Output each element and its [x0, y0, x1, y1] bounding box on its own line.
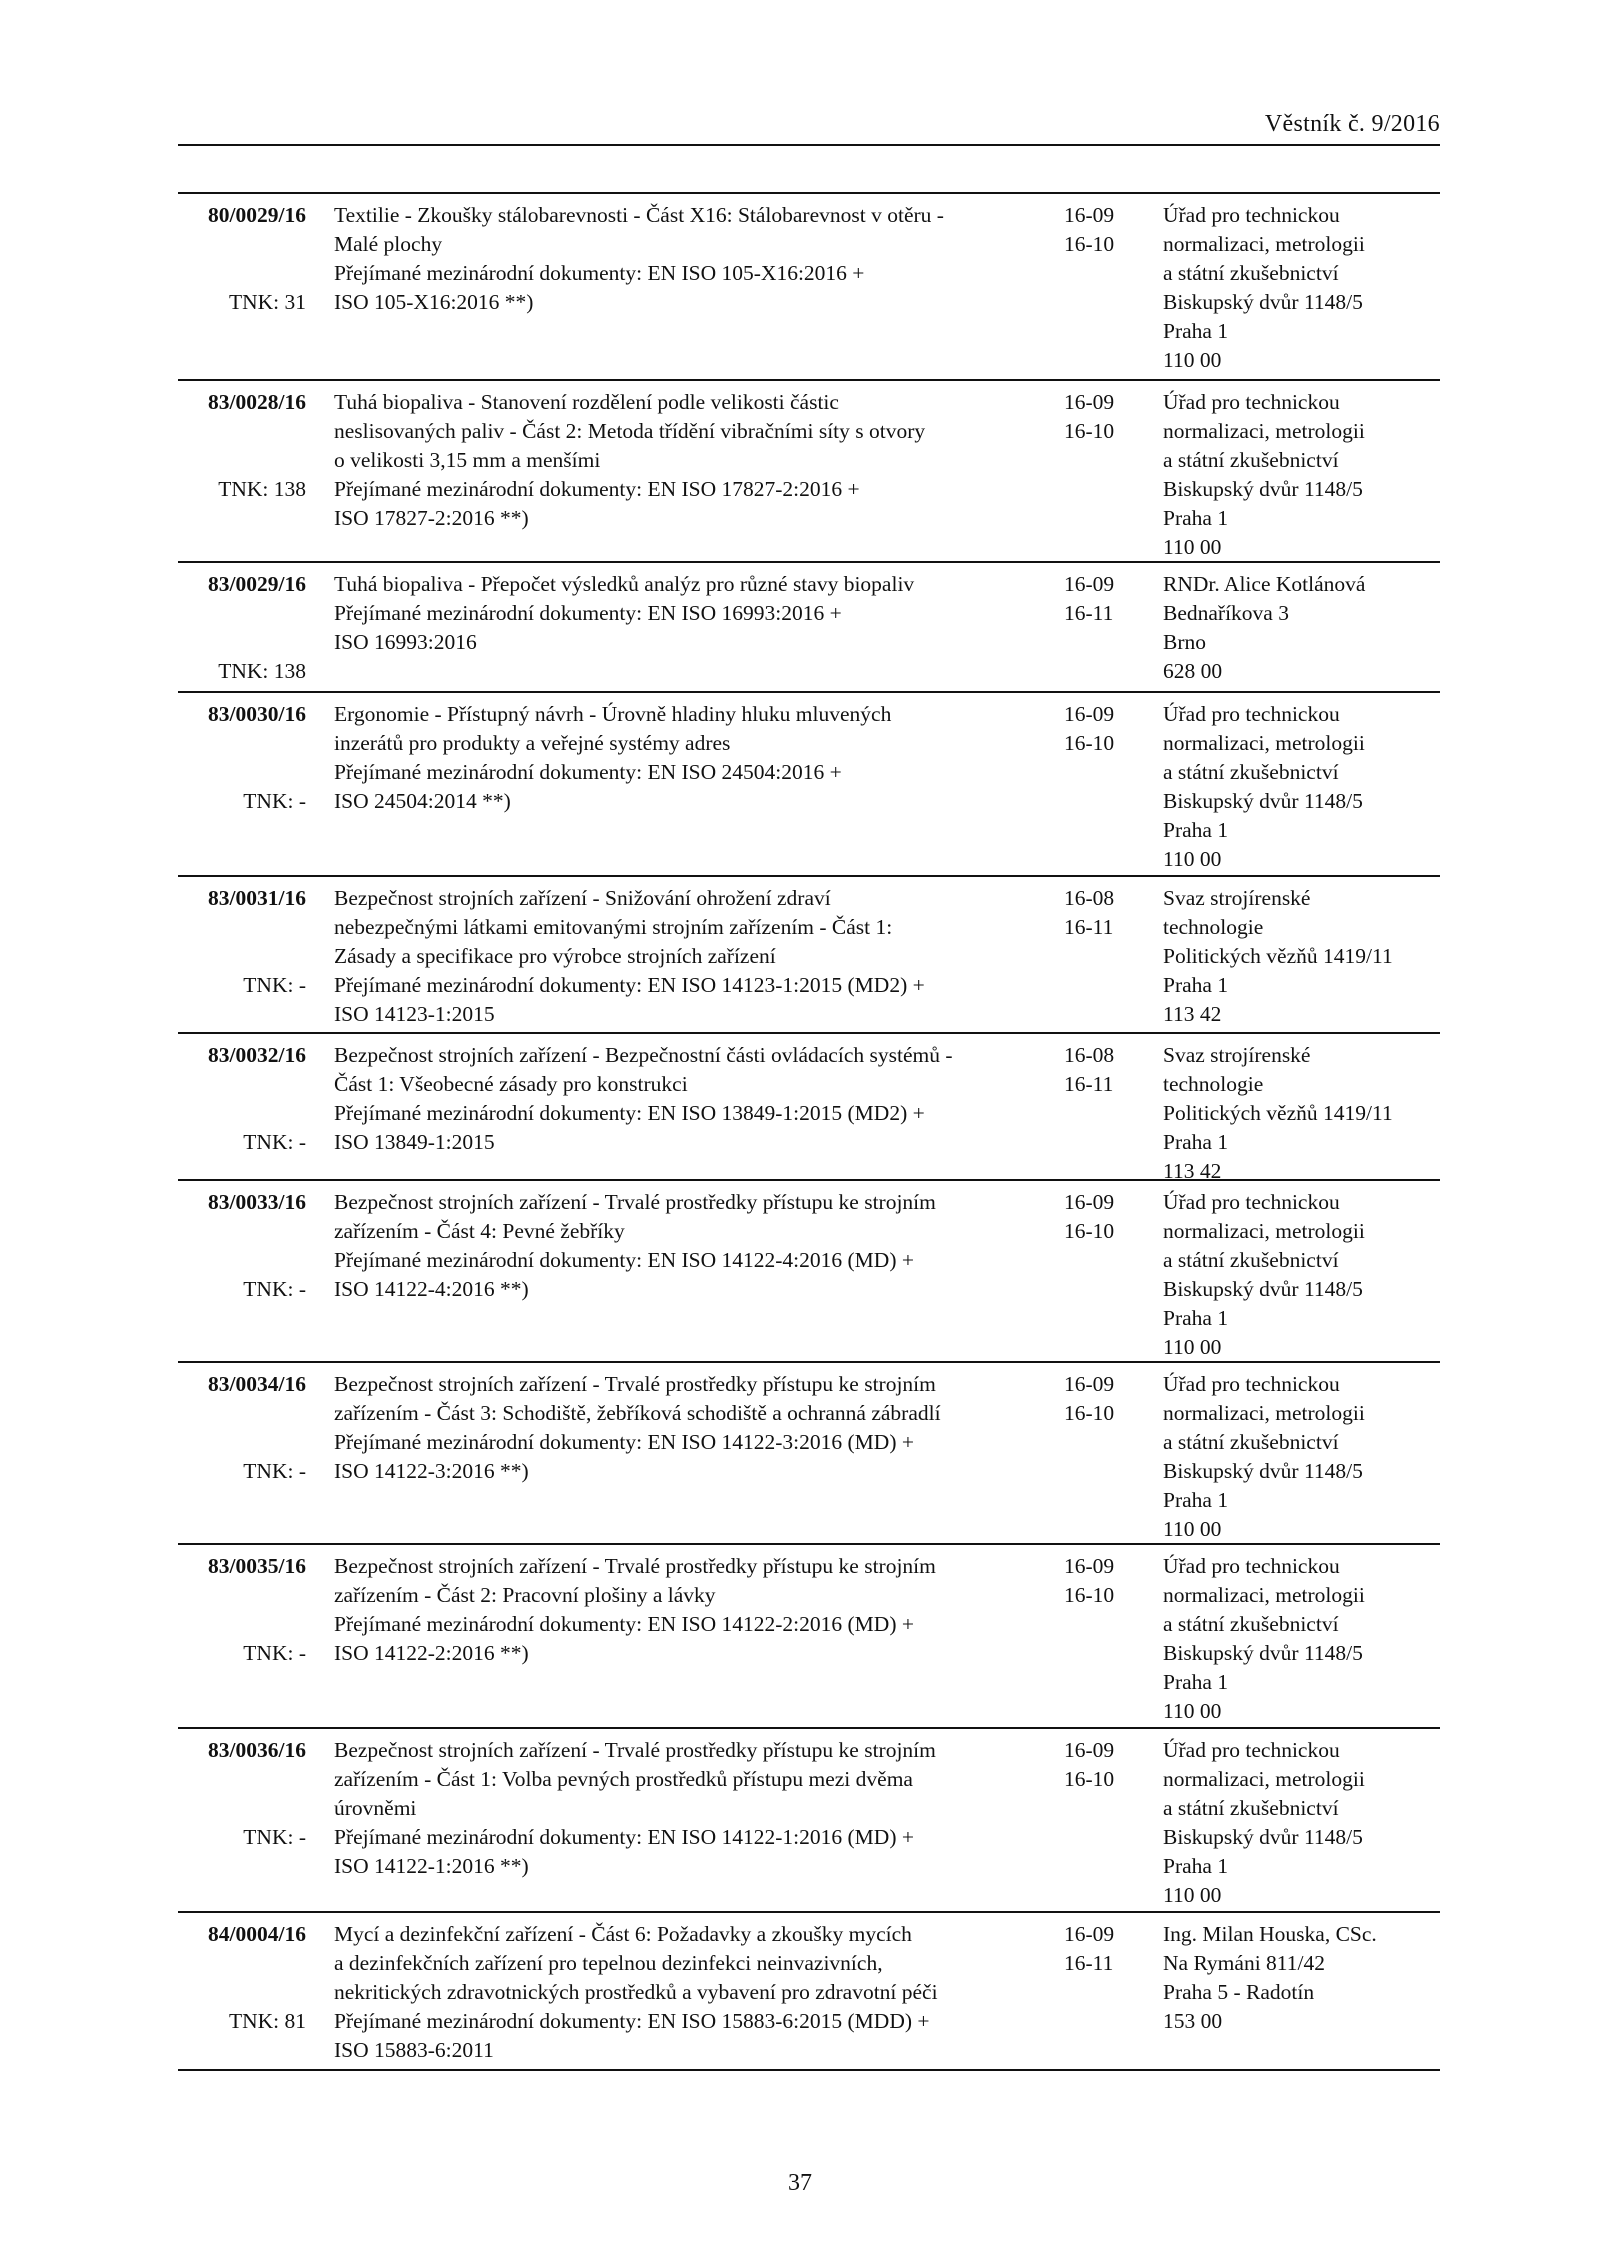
tnk-label: TNK: 81: [228, 2009, 306, 2033]
standard-description-line: ISO 24504:2014 **): [334, 789, 511, 813]
standard-description-line: Přejímané mezinárodní dokumenty: EN ISO 17827-2:2016 +: [334, 477, 860, 501]
standard-number: 83/0035/16: [208, 1554, 306, 1578]
processor-address-line: normalizaci, metrologii: [1163, 1219, 1365, 1243]
standard-description-line: ISO 16993:2016: [334, 630, 477, 654]
processor-address-line: Politických vězňů 1419/11: [1163, 1101, 1393, 1125]
processor-address-line: Praha 5 - Radotín: [1163, 1980, 1315, 2004]
processor-address-line: Úřad pro technickou: [1163, 203, 1340, 227]
standard-entry: [178, 1034, 1440, 1181]
dates: [1064, 1552, 1144, 1610]
standard-number: 83/0032/16: [208, 1043, 306, 1067]
standard-description-line: Bezpečnost strojních zařízení - Trvalé prostředky přístupu ke strojním: [334, 1372, 936, 1396]
standard-description-line: Přejímané mezinárodní dokumenty: EN ISO 14122-3:2016 (MD) +: [334, 1430, 914, 1454]
processor-address-line: Úřad pro technickou: [1163, 390, 1340, 414]
standard-entry: [178, 563, 1440, 693]
tnk-label: TNK: -: [243, 1277, 306, 1301]
processor-address-line: Bednaříkova 3: [1163, 601, 1289, 625]
processor-address: [1163, 388, 1453, 562]
dates-line: 16-08: [1064, 886, 1115, 910]
processor-address-line: Svaz strojírenské: [1163, 886, 1311, 910]
standard-description-line: zařízením - Část 3: Schodiště, žebříková schodiště a ochranná zábradlí: [334, 1401, 941, 1425]
standard-description-line: ISO 13849-1:2015: [334, 1130, 495, 1154]
tnk-label: TNK: 138: [218, 659, 306, 683]
standard-description-line: ISO 14122-3:2016 **): [334, 1459, 529, 1483]
processor-address-line: a státní zkušebnictví: [1163, 760, 1339, 784]
processor-address-line: 110 00: [1163, 348, 1222, 372]
dates: [1064, 570, 1144, 628]
tnk-label: TNK: 138: [218, 477, 306, 501]
dates-line: 16-09: [1064, 390, 1115, 414]
standard-entry: [178, 1729, 1440, 1913]
processor-address-line: a státní zkušebnictví: [1163, 1612, 1339, 1636]
processor-address-line: a státní zkušebnictví: [1163, 1248, 1339, 1272]
dates-line: 16-10: [1064, 232, 1115, 256]
standard-description-line: Přejímané mezinárodní dokumenty: EN ISO 13849-1:2015 (MD2) +: [334, 1101, 925, 1125]
dates: [1064, 1920, 1144, 1978]
dates: [1064, 1041, 1144, 1099]
standard-entry: [178, 381, 1440, 563]
dates-line: 16-11: [1064, 1072, 1114, 1096]
dates-line: 16-09: [1064, 1190, 1115, 1214]
dates-line: 16-09: [1064, 572, 1115, 596]
standard-description-line: Textilie - Zkoušky stálobarevnosti - Část X16: Stálobarevnost v otěru -: [334, 203, 944, 227]
processor-address-line: Praha 1: [1163, 506, 1229, 530]
standard-description-line: Přejímané mezinárodní dokumenty: EN ISO 24504:2016 +: [334, 760, 842, 784]
standard-description-line: zařízením - Část 1: Volba pevných prostředků přístupu mezi dvěma: [334, 1767, 913, 1791]
standard-description-line: ISO 14122-1:2016 **): [334, 1854, 529, 1878]
standard-description-line: Bezpečnost strojních zařízení - Snižování ohrožení zdraví: [334, 886, 831, 910]
standard-description-line: Přejímané mezinárodní dokumenty: EN ISO 14122-1:2016 (MD) +: [334, 1825, 914, 1849]
standard-number: 83/0031/16: [208, 886, 306, 910]
standard-description-line: Část 1: Všeobecné zásady pro konstrukci: [334, 1072, 688, 1096]
standard-description-line: Přejímané mezinárodní dokumenty: EN ISO 16993:2016 +: [334, 601, 842, 625]
standard-description-line: ISO 14122-4:2016 **): [334, 1277, 529, 1301]
processor-address-line: Praha 1: [1163, 1130, 1229, 1154]
tnk-label: TNK: -: [243, 1459, 306, 1483]
processor-address: [1163, 1552, 1453, 1726]
standard-number: 84/0004/16: [208, 1922, 306, 1946]
standard-entry: [178, 1181, 1440, 1363]
processor-address-line: 113 42: [1163, 1159, 1222, 1183]
processor-address-line: Praha 1: [1163, 973, 1229, 997]
standard-description-line: Malé plochy: [334, 232, 443, 256]
standard-description-line: ISO 17827-2:2016 **): [334, 506, 529, 530]
processor-address-line: Biskupský dvůr 1148/5: [1163, 1277, 1363, 1301]
standard-description-line: Zásady a specifikace pro výrobce strojních zařízení: [334, 944, 776, 968]
dates: [1064, 201, 1144, 259]
tnk-label: TNK: -: [243, 1825, 306, 1849]
tnk-label: TNK: -: [243, 1641, 306, 1665]
processor-address-line: normalizaci, metrologii: [1163, 731, 1365, 755]
standard-description-line: ISO 14123-1:2015: [334, 1002, 495, 1026]
standard-description-line: Bezpečnost strojních zařízení - Trvalé prostředky přístupu ke strojním: [334, 1554, 936, 1578]
processor-address-line: Úřad pro technickou: [1163, 702, 1340, 726]
dates-line: 16-10: [1064, 1401, 1115, 1425]
dates: [1064, 1188, 1144, 1246]
dates: [1064, 1736, 1144, 1794]
processor-address-line: Praha 1: [1163, 1306, 1229, 1330]
standard-description-line: zařízením - Část 2: Pracovní plošiny a lávky: [334, 1583, 716, 1607]
processor-address-line: a státní zkušebnictví: [1163, 261, 1339, 285]
processor-address-line: Brno: [1163, 630, 1206, 654]
processor-address-line: 110 00: [1163, 535, 1222, 559]
standard-description-line: Bezpečnost strojních zařízení - Trvalé prostředky přístupu ke strojním: [334, 1190, 936, 1214]
tnk-label: TNK: -: [243, 973, 306, 997]
standard-description-line: Mycí a dezinfekční zařízení - Část 6: Požadavky a zkoušky mycích: [334, 1922, 912, 1946]
dates-line: 16-10: [1064, 731, 1115, 755]
standard-description-line: Ergonomie - Přístupný návrh - Úrovně hladiny hluku mluvených: [334, 702, 892, 726]
processor-address-line: normalizaci, metrologii: [1163, 1401, 1365, 1425]
standard-description-line: nekritických zdravotnických prostředků a vybavení pro zdravotní péči: [334, 1980, 938, 2004]
processor-address-line: Praha 1: [1163, 1670, 1229, 1694]
processor-address: [1163, 884, 1453, 1029]
standard-description-line: Tuhá biopaliva - Přepočet výsledků analýz pro různé stavy biopaliv: [334, 572, 915, 596]
standard-entry: [178, 877, 1440, 1034]
standard-entry: [178, 693, 1440, 877]
processor-address-line: a státní zkušebnictví: [1163, 1796, 1339, 1820]
standard-number: 83/0036/16: [208, 1738, 306, 1762]
processor-address-line: normalizaci, metrologii: [1163, 232, 1365, 256]
standard-description-line: ISO 15883-6:2011: [334, 2038, 494, 2062]
standard-number: 83/0030/16: [208, 702, 306, 726]
dates: [1064, 1370, 1144, 1428]
dates-line: 16-11: [1064, 1951, 1114, 1975]
standard-description-line: Přejímané mezinárodní dokumenty: EN ISO 105-X16:2016 +: [334, 261, 865, 285]
processor-address-line: Praha 1: [1163, 1488, 1229, 1512]
processor-address-line: Biskupský dvůr 1148/5: [1163, 1459, 1363, 1483]
page-number: 37: [788, 2170, 812, 2196]
processor-address-line: 110 00: [1163, 1699, 1222, 1723]
processor-address-line: Biskupský dvůr 1148/5: [1163, 477, 1363, 501]
tnk-label: TNK: 31: [228, 290, 306, 314]
processor-address-line: Politických vězňů 1419/11: [1163, 944, 1393, 968]
dates-line: 16-09: [1064, 1372, 1115, 1396]
processor-address-line: technologie: [1163, 915, 1264, 939]
standard-description-line: Tuhá biopaliva - Stanovení rozdělení podle velikosti částic: [334, 390, 839, 414]
standard-description-line: úrovněmi: [334, 1796, 417, 1820]
standard-description-line: inzerátů pro produkty a veřejné systémy adres: [334, 731, 731, 755]
processor-address-line: 110 00: [1163, 1335, 1222, 1359]
processor-address-line: 110 00: [1163, 1883, 1222, 1907]
standard-description-line: ISO 105-X16:2016 **): [334, 290, 534, 314]
standard-description-line: Bezpečnost strojních zařízení - Trvalé prostředky přístupu ke strojním: [334, 1738, 936, 1762]
dates-line: 16-08: [1064, 1043, 1115, 1067]
standard-description-line: neslisovaných paliv - Část 2: Metoda třídění vibračními síty s otvory: [334, 419, 926, 443]
processor-address-line: a státní zkušebnictví: [1163, 448, 1339, 472]
standard-description-line: ISO 14122-2:2016 **): [334, 1641, 529, 1665]
processor-address: [1163, 570, 1453, 686]
processor-address-line: 110 00: [1163, 1517, 1222, 1541]
dates-line: 16-10: [1064, 1583, 1115, 1607]
standard-description-line: nebezpečnými látkami emitovanými strojním zařízením - Část 1:: [334, 915, 893, 939]
processor-address-line: Praha 1: [1163, 1854, 1229, 1878]
processor-address-line: 110 00: [1163, 847, 1222, 871]
processor-address-line: Na Rymáni 811/42: [1163, 1951, 1325, 1975]
standard-entry: [178, 194, 1440, 381]
processor-address-line: Biskupský dvůr 1148/5: [1163, 1825, 1363, 1849]
processor-address-line: Úřad pro technickou: [1163, 1190, 1340, 1214]
processor-address-line: normalizaci, metrologii: [1163, 419, 1365, 443]
processor-address-line: RNDr. Alice Kotlánová: [1163, 572, 1366, 596]
standard-description-line: Přejímané mezinárodní dokumenty: EN ISO 15883-6:2015 (MDD) +: [334, 2009, 930, 2033]
processor-address-line: Praha 1: [1163, 818, 1229, 842]
standard-description-line: Přejímané mezinárodní dokumenty: EN ISO 14122-2:2016 (MD) +: [334, 1612, 914, 1636]
dates: [1064, 700, 1144, 758]
processor-address-line: Biskupský dvůr 1148/5: [1163, 1641, 1363, 1665]
processor-address-line: 113 42: [1163, 1002, 1222, 1026]
processor-address-line: Ing. Milan Houska, CSc.: [1163, 1922, 1377, 1946]
standard-description-line: zařízením - Část 4: Pevné žebříky: [334, 1219, 625, 1243]
processor-address-line: normalizaci, metrologii: [1163, 1583, 1365, 1607]
processor-address-line: Úřad pro technickou: [1163, 1738, 1340, 1762]
dates: [1064, 884, 1144, 942]
tnk-label: TNK: -: [243, 1130, 306, 1154]
dates-line: 16-11: [1064, 915, 1114, 939]
standard-number: 83/0029/16: [208, 572, 306, 596]
processor-address: [1163, 1041, 1453, 1186]
dates: [1064, 388, 1144, 446]
processor-address-line: Úřad pro technickou: [1163, 1372, 1340, 1396]
standard-entry: [178, 1363, 1440, 1545]
dates-line: 16-09: [1064, 203, 1115, 227]
dates-line: 16-11: [1064, 601, 1114, 625]
dates-line: 16-09: [1064, 1738, 1115, 1762]
dates-line: 16-10: [1064, 1219, 1115, 1243]
processor-address: [1163, 201, 1453, 375]
standard-number: 83/0028/16: [208, 390, 306, 414]
processor-address: [1163, 1188, 1453, 1362]
standard-description-line: Přejímané mezinárodní dokumenty: EN ISO 14122-4:2016 (MD) +: [334, 1248, 914, 1272]
processor-address-line: 153 00: [1163, 2009, 1223, 2033]
standard-description-line: o velikosti 3,15 mm a menšími: [334, 448, 601, 472]
processor-address-line: technologie: [1163, 1072, 1264, 1096]
standard-description-line: Bezpečnost strojních zařízení - Bezpečnostní části ovládacích systémů -: [334, 1043, 953, 1067]
processor-address-line: 628 00: [1163, 659, 1223, 683]
publication-title: Věstník č. 9/2016: [1264, 111, 1440, 137]
dates-line: 16-10: [1064, 1767, 1115, 1791]
processor-address-line: Svaz strojírenské: [1163, 1043, 1311, 1067]
dates-line: 16-09: [1064, 702, 1115, 726]
processor-address-line: Biskupský dvůr 1148/5: [1163, 789, 1363, 813]
standard-number: 83/0033/16: [208, 1190, 306, 1214]
header-divider: [178, 144, 1440, 146]
standard-description-line: a dezinfekčních zařízení pro tepelnou dezinfekci neinvazivních,: [334, 1951, 883, 1975]
dates-line: 16-09: [1064, 1922, 1115, 1946]
standards-list: [178, 192, 1440, 2071]
standard-number: 83/0034/16: [208, 1372, 306, 1396]
dates-line: 16-10: [1064, 419, 1115, 443]
tnk-label: TNK: -: [243, 789, 306, 813]
processor-address-line: normalizaci, metrologii: [1163, 1767, 1365, 1791]
processor-address-line: Praha 1: [1163, 319, 1229, 343]
processor-address: [1163, 1920, 1453, 2036]
standard-entry: [178, 1913, 1440, 2071]
standard-number: 80/0029/16: [208, 203, 306, 227]
processor-address-line: a státní zkušebnictví: [1163, 1430, 1339, 1454]
processor-address-line: Úřad pro technickou: [1163, 1554, 1340, 1578]
standard-description-line: Přejímané mezinárodní dokumenty: EN ISO 14123-1:2015 (MD2) +: [334, 973, 925, 997]
standard-entry: [178, 1545, 1440, 1729]
processor-address: [1163, 1736, 1453, 1910]
dates-line: 16-09: [1064, 1554, 1115, 1578]
processor-address: [1163, 700, 1453, 874]
processor-address: [1163, 1370, 1453, 1544]
processor-address-line: Biskupský dvůr 1148/5: [1163, 290, 1363, 314]
